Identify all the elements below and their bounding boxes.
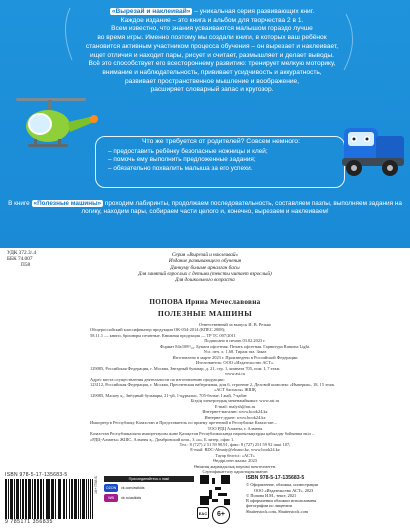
imprint-text <box>90 322 380 475</box>
imprint-line: ТОО РДЦ Алматы, г. Алматы <box>207 425 263 431</box>
barcode-bar <box>59 479 60 519</box>
age-rating: 6+ <box>212 506 230 524</box>
truck-illustration <box>340 118 406 180</box>
list-item: – обязательно похвалить малыша за его успехи. <box>108 164 253 172</box>
barcode-bar <box>82 479 83 519</box>
barcode-bar <box>64 479 65 519</box>
copyright-line: В оформлении обложки использованы <box>246 498 317 504</box>
social-links <box>104 476 194 520</box>
helicopter-illustration <box>10 92 98 160</box>
barcode-digits: 9 785171 356835 <box>5 519 53 525</box>
barcode-bar <box>43 479 44 519</box>
social-link: ok.ru/astkids <box>121 496 142 500</box>
imprint-line: 129085, Российская Федерация, г. Москва, Звездный бульвар, д. 21, стр. 1, комната 705, пом. I, 7 этаж. <box>90 365 281 371</box>
barcode-bar <box>25 479 27 519</box>
imprint-line: Усл. печ. л. 1,68. Тираж экз. Заказ <box>203 349 267 355</box>
barcode-bar <box>53 479 54 519</box>
barcode-bar <box>78 479 79 519</box>
intro-text <box>82 8 342 95</box>
imprint-line: Біздің электрондық мекенжайымыз: www.ast.ru <box>190 398 280 404</box>
imprint-line: Изготовитель: ООО «Издательство АСТ». <box>195 360 275 366</box>
barcode-bar <box>17 479 18 519</box>
barcode-bar <box>92 479 93 519</box>
barcode-bar <box>48 479 49 519</box>
barcode-bar <box>55 479 56 519</box>
intro-line: развивает пространственное мышление и воображение, <box>124 77 300 85</box>
author-code: П58 <box>21 262 31 269</box>
series-line: Серия «Вырезай и наклеивай» <box>171 252 239 258</box>
barcode-bar <box>47 479 48 519</box>
barcode-bar <box>90 479 91 519</box>
barcode-bar <box>11 479 13 519</box>
author-name: ПОПОВА Ирина Мечеславовна <box>149 298 261 306</box>
list-item: – помочь ему выполнить предложенные задания; <box>108 156 256 164</box>
barcode-bar <box>41 479 42 519</box>
imprint-line: Интернет-дүкен: www.book24.kz <box>204 414 266 420</box>
ozon-logo-icon: OZON <box>105 486 117 490</box>
barcode-bar <box>32 479 33 519</box>
barcode-isbn: ISBN 978-5-17-135683-5 <box>5 472 68 478</box>
barcode-bar <box>66 479 67 519</box>
imprint-line: Импортер в Республику Казахстан и Представитель по приему претензий в Республике Казахстан – <box>90 420 277 426</box>
copyright-block <box>246 476 408 514</box>
book-blurb <box>6 200 404 217</box>
intro-line: – уникальная серия развивающих книг. <box>192 8 315 15</box>
imprint-line: 58.11.1 — книги, брошюры печатные. Книжная продукция — ТР ТС 007/2011 <box>90 332 236 338</box>
barcode-bar <box>60 479 61 519</box>
series-line: Даннуму билиме арналган басы <box>170 264 240 271</box>
series-line: Для дошкольного возраста <box>175 277 235 284</box>
imprint-line: Өнімнің жарамдылық мерзімі шектелмеген. <box>193 463 277 469</box>
barcode-block <box>5 472 93 530</box>
list-item <box>104 494 194 502</box>
imprint-line: Изготовлено в марте 2023 г. Произведено в Российской Федерации <box>172 354 298 360</box>
social-link: vk.com/astkids <box>121 486 145 490</box>
barcode <box>5 479 93 519</box>
barcode-bar <box>29 479 30 519</box>
imprint-line: Казахстан Республикасына импорттаушы және Қазақстан Республикасында наразылықтарды қабылдау бойынша өкіл – <box>90 431 315 437</box>
copyright-line: фотографии по лицензии <box>246 503 292 509</box>
eac-badge: EAC <box>197 507 209 519</box>
series-highlight: «Вырезай и наклеивай» <box>111 8 191 15</box>
barcode-bar <box>71 479 72 519</box>
series-line: Издание развивающего обучения <box>168 258 242 265</box>
barcode-bar <box>35 479 36 519</box>
isbn: ISBN 978-5-17-135683-5 <box>246 475 305 481</box>
copyright-line: Shutterstock.com, Shutterstock.com <box>246 508 309 514</box>
imprint-line: Өндірілген жылы: 2023 <box>213 458 257 464</box>
intro-line: расширяет словарный запас и кругозор. <box>150 86 274 94</box>
imprint-line: Формат 84х108¹/₁₆. Бумага офсетная. Печать офсетная. Гарнитура Ramona Light. <box>159 343 311 349</box>
imprint-line: E-mail: malysh@ast.ru <box>214 403 256 409</box>
promo-panel <box>0 0 410 248</box>
barcode-bar <box>72 479 73 519</box>
barcode-bar <box>20 479 21 519</box>
barcode-bar <box>83 479 85 519</box>
wb-logo-icon: WB <box>104 494 118 502</box>
barcode-bar <box>8 479 9 519</box>
imprint-line: 123112, Российская Федерация, г. Москва, Пресненская набережная, дом 6, строение 2, Деловой комплекс «Империя», 18, 15 этаж. <box>90 381 336 387</box>
intro-line: Каждое издание – это книга и альбом для творчества 2 в 1. <box>120 16 304 24</box>
imprint-line: Тауар белгісі: «АСТ» <box>215 452 255 458</box>
imprint-line: Интернет-магазин: www.book24.kz <box>202 409 268 415</box>
copyright-line: ООО «Издательство АСТ», 2023 <box>254 487 314 493</box>
barcode-bar <box>23 479 24 519</box>
intro-line: становится активным участником процесса обучения – он вырезает и наклеивает, <box>85 42 339 50</box>
bbk-code: ББК 74.007 <box>7 256 33 263</box>
barcode-bar <box>6 479 7 519</box>
imprint-line: Адрес места осуществления деятельности по изготовлению продукции: <box>90 376 225 382</box>
imprint-line: E-mail: RDC-Almaty@eksmo.kz, www.book24.kz <box>190 447 280 453</box>
list-item: – предоставить ребёнку безопасные ножницы и клей; <box>108 148 268 155</box>
barcode-bar <box>76 479 77 519</box>
series-line: Для занятий взрослых с детьми (тексты читает взрослый) <box>138 270 272 277</box>
list-item <box>104 484 194 492</box>
bibliographic-codes <box>7 250 67 269</box>
qr-code-icon <box>200 475 230 505</box>
series-info <box>100 252 310 283</box>
imprint-line: www.ast.ru <box>225 371 245 377</box>
intro-line: Всем известно, что знания усваиваются малышом гораздо лучше <box>111 25 313 33</box>
parents-title: Что же требуется от родителей? Совсем немного: <box>142 138 300 145</box>
intro-line: Всё это способствует его всестороннему развитию: тренирует мелкую моторику, <box>88 60 336 68</box>
imprint-line: Общероссийский классификатор продукции ОК-034-2014 (КПЕС 2008); <box>90 327 226 333</box>
imprint-line: «АСТ баспасы» ЖШҚ <box>214 387 256 393</box>
imprint-line: Сертификатталу қарастырылмаған <box>202 469 268 475</box>
copyright-line: © Оформление, обложка, иллюстрации <box>246 482 318 488</box>
social-heading: Присоединяйтесь к нам! <box>104 476 194 482</box>
imprint-line: 129085, Мәскеу қ., Звёздный бульвары, 21-үй, 1-құрылыс, 705-бөлме, I жай, 7-қабат. <box>90 392 248 398</box>
udk-code: УДК 372.3/.4 <box>7 250 37 256</box>
parents-list <box>108 148 338 173</box>
intro-line: во время игры. Именно поэтому мы создали книги, в которых ваш ребёнок <box>97 34 327 42</box>
intro-line: ищет отличия и находит пары, рисует и считает, размышляет и делает выводы. <box>90 51 334 59</box>
book-title: ПОЛЕЗНЫЕ МАШИНЫ <box>157 309 253 318</box>
imprint-line: «РДЦ-Алматы» ЖШС, Алматы қ., Домбровский көш., 3 «а», Б литер, офис 1. <box>90 436 235 442</box>
imprint-line: Подписано в печать 03.02.2023 г. <box>204 338 266 344</box>
book-name: «Полезные машины» <box>33 200 102 207</box>
barcode-bar <box>37 479 39 519</box>
barcode-bar <box>88 479 89 519</box>
copyright-line: © Попова И.М., текст, 2021 <box>246 492 297 498</box>
blurb-text: проходим лабиринты, продолжаем последовательность, составляем пазлы, выполняем задания на логику, находим пары, собираем части целого и, конечно, вырезаем и наклеиваем! <box>81 200 402 216</box>
blurb-prefix: В книге <box>8 200 32 207</box>
imprint-line: Ответственный за выпуск И. В. Резько <box>198 322 272 327</box>
imprint-line: Тел.: 8 (727) 2 51 59 90,91, факс: 8 (727) 251 59 92 ішкі 107; <box>179 441 291 447</box>
side-code: 16+ П58 Б <box>94 476 98 494</box>
barcode-bar <box>14 479 15 519</box>
intro-line: внимание и наблюдательность, прививает усидчивость и аккуратность, <box>102 68 322 76</box>
